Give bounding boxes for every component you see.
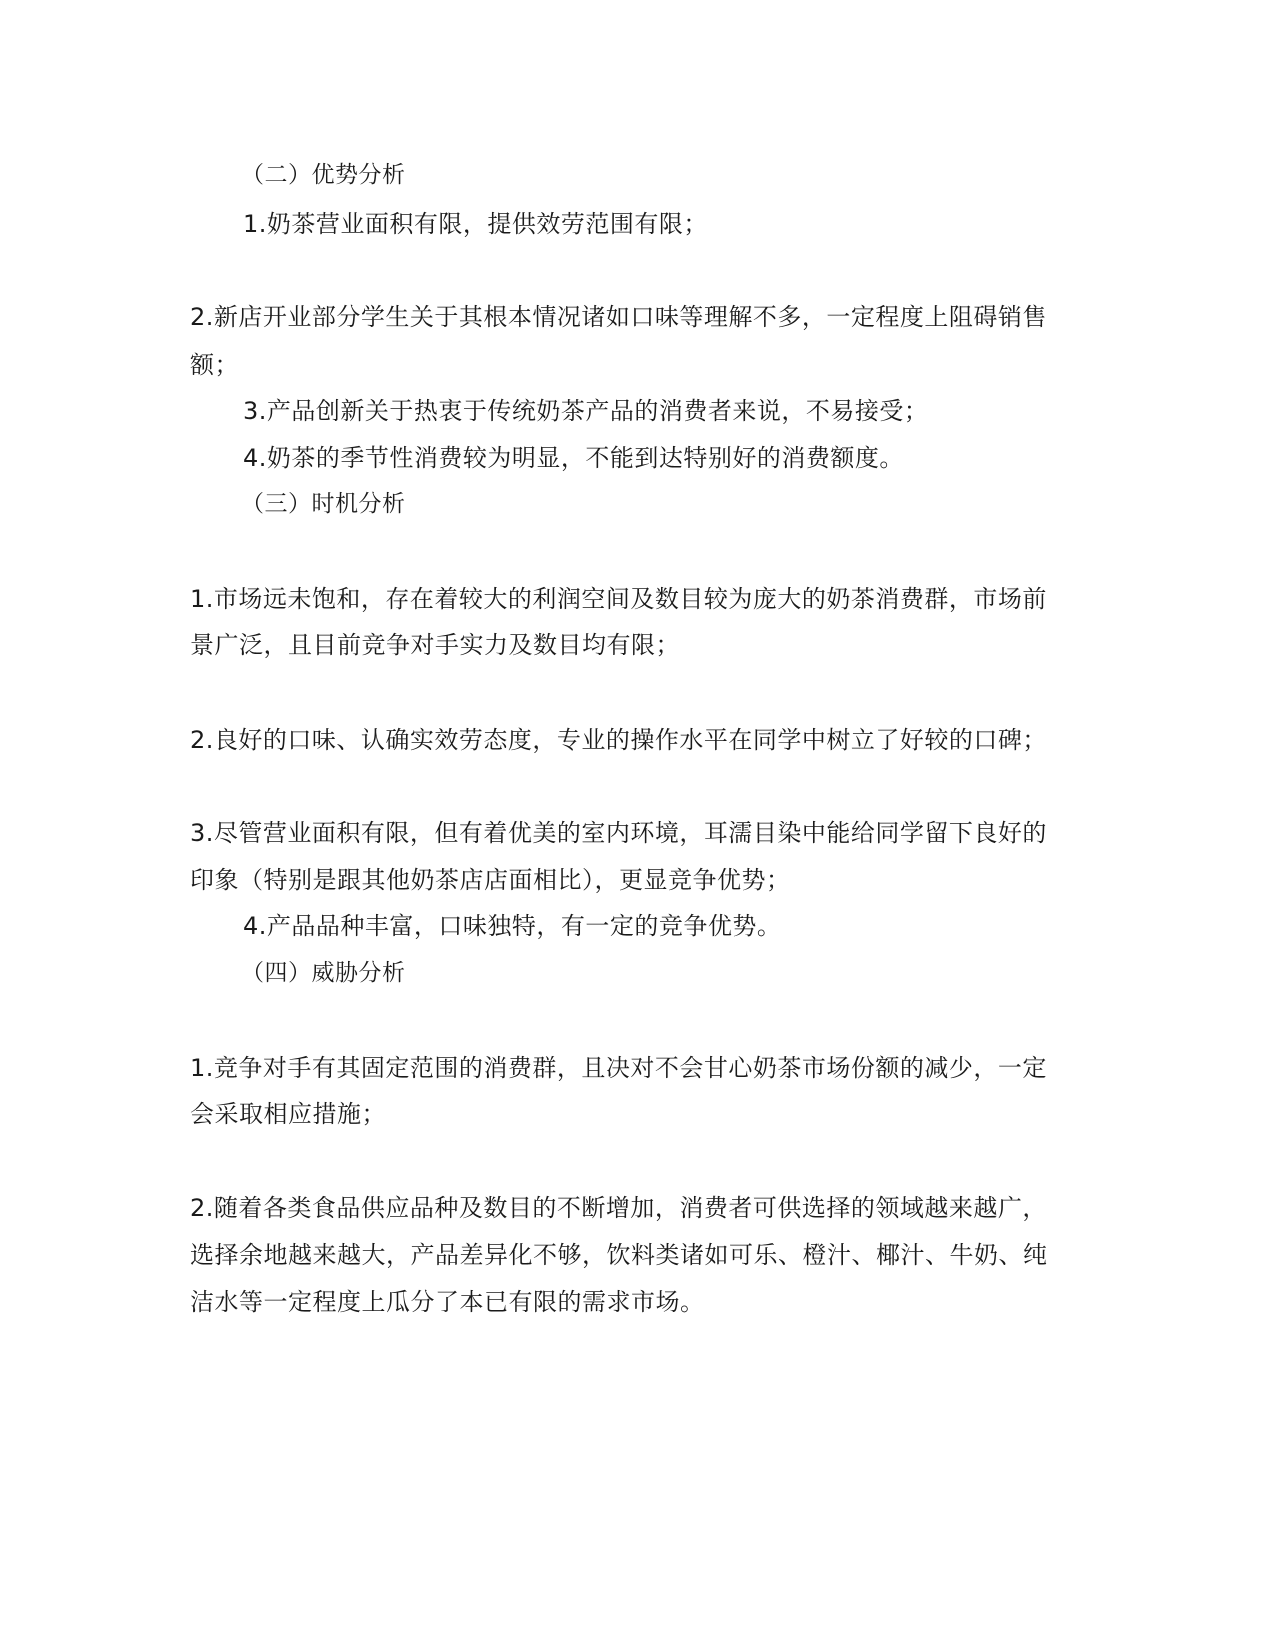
- advantage-item-2-line-1: 2.新店开业部分学生关于其根本情况诸如口味等理解不多，一定程度上阻碍销售: [190, 303, 1047, 331]
- threat-item-1-line-2: 会采取相应措施；: [190, 1100, 386, 1128]
- section-heading-threats: （四）威胁分析: [241, 960, 406, 986]
- threat-item-2-line-1: 2.随着各类食品供应品种及数目的不断增加，消费者可供选择的领域越来越广，: [190, 1194, 1047, 1222]
- section-heading-opportunities: （三）时机分析: [241, 491, 406, 517]
- threat-item-1-line-1: 1.竞争对手有其固定范围的消费群，且决对不会甘心奶茶市场份额的减少，一定: [190, 1054, 1047, 1082]
- opportunity-item-2: 2.良好的口味、认确实效劳态度，专业的操作水平在同学中树立了好较的口碑；: [190, 726, 1047, 754]
- threat-item-2-line-3: 洁水等一定程度上瓜分了本已有限的需求市场。: [190, 1288, 705, 1316]
- opportunity-item-1-line-1: 1.市场远未饱和，存在着较大的利润空间及数目较为庞大的奶茶消费群，市场前: [190, 585, 1047, 613]
- advantage-item-4: 4.奶茶的季节性消费较为明显，不能到达特别好的消费额度。: [243, 444, 904, 472]
- opportunity-item-3-line-2: 印象（特别是跟其他奶茶店店面相比），更显竞争优势；: [190, 866, 791, 894]
- opportunity-item-3-line-1: 3.尽管营业面积有限，但有着优美的室内环境，耳濡目染中能给同学留下良好的: [190, 819, 1047, 847]
- opportunity-item-1-line-2: 景广泛，且目前竞争对手实力及数目均有限；: [190, 631, 680, 659]
- threat-item-2-line-2: 选择余地越来越大，产品差异化不够，饮料类诸如可乐、橙汁、椰汁、牛奶、纯: [190, 1241, 1048, 1269]
- section-heading-advantages: （二）优势分析: [241, 162, 406, 188]
- advantage-item-3: 3.产品创新关于热衷于传统奶茶产品的消费者来说，不易接受；: [243, 397, 929, 425]
- advantage-item-2-line-2: 额；: [190, 351, 239, 379]
- advantage-item-1: 1.奶茶营业面积有限，提供效劳范围有限；: [243, 210, 708, 238]
- opportunity-item-4: 4.产品品种丰富，口味独特，有一定的竞争优势。: [243, 912, 782, 940]
